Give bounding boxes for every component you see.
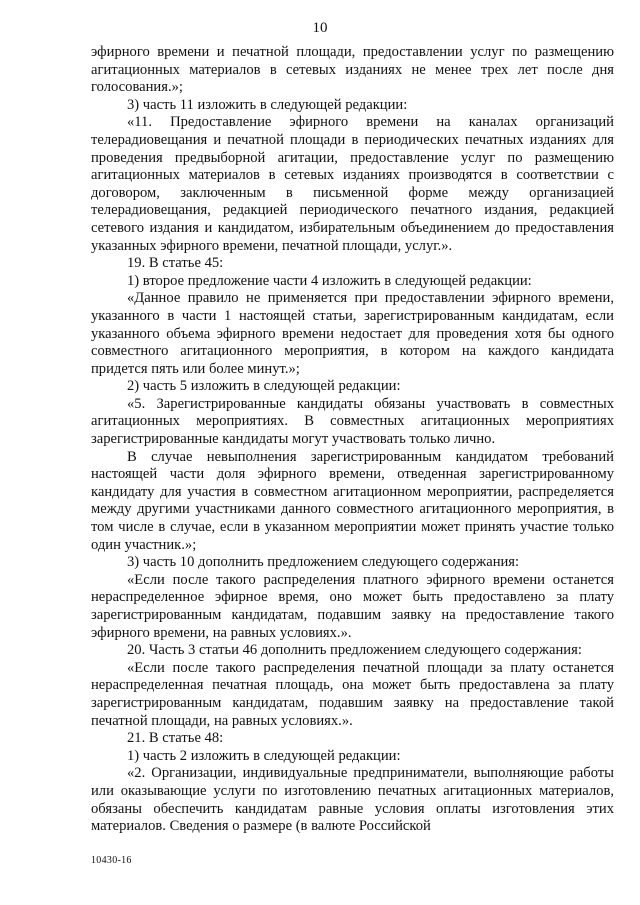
paragraph-article-48-heading: 21. В статье 48: <box>127 730 224 747</box>
paragraph-item-3-part-10: 3) часть 10 дополнить предложением следующего содержания: <box>127 554 520 571</box>
paragraph-item-20-article-46: 20. Часть 3 статьи 46 дополнить предложением следующего содержания: <box>127 642 582 659</box>
paragraph-quote-part-5-continued: В случае невыполнения зарегистрированным кандидатом требований настоящей части доля эфирного времени, отведенная зарегистрированному кандидату для участия в совместном агитационном мероприятии, распределяется между другими участниками данного совместного агитационного мероприятия, в том числе в случае, если в указанном мероприятии может принять участие только один участник.»; <box>91 448 614 553</box>
paragraph-item-3-part-11: 3) часть 11 изложить в следующей редакции: <box>127 96 408 113</box>
document-code: 10430-16 <box>91 855 132 866</box>
paragraph-item-2-part-5: 2) часть 5 изложить в следующей редакции: <box>127 378 401 395</box>
paragraph-article-45-heading: 19. В статье 45: <box>127 255 224 272</box>
paragraph-quote-article-46: «Если после такого распределения печатной площади за плату останется нераспределенная печатная площадь, она может быть предоставлена за плату зарегистрированным кандидатам, подавшим заявку на предоставление такой печатной площади, на равных условиях.». <box>91 659 614 729</box>
page-number: 10 <box>312 20 328 36</box>
paragraph-quote-part-2: «2. Организации, индивидуальные предприниматели, выполняющие работы или оказывающие услуги по изготовлению печатных агитационных материалов, обязаны обеспечить кандидатам равные условия оплаты изготовления этих материалов. Сведения о размере (в валюте Российской <box>91 765 614 835</box>
paragraph-quote-part-4: «Данное правило не применяется при предоставлении эфирного времени, указанного в части 1 настоящей статьи, зарегистрированным кандидатам, если указанного объема эфирного времени недостает для проведения хотя бы одного совместного агитационного мероприятия, в котором на каждого кандидата придется пять или более минут.»; <box>91 290 614 377</box>
document-body <box>91 44 614 836</box>
paragraph-item-1-part-2: 1) часть 2 изложить в следующей редакции: <box>127 747 401 764</box>
paragraph-quote-part-10: «Если после такого распределения платного эфирного времени останется нераспределенное эфирное время, оно может быть предоставлено за плату зарегистрированным кандидатам, подавшим заявку на предоставление такого эфирного времени, на равных условиях.». <box>91 571 614 641</box>
paragraph-continuation: эфирного времени и печатной площади, предоставлении услуг по размещению агитационных материалов в сетевых изданиях не менее трех лет после дня голосования.»; <box>91 44 614 96</box>
paragraph-item-1-part-4: 1) второе предложение части 4 изложить в следующей редакции: <box>127 272 532 289</box>
paragraph-quote-part-5: «5. Зарегистрированные кандидаты обязаны участвовать в совместных агитационных мероприятиях. В совместных агитационных мероприятиях зарегистрированные кандидаты могут участвовать только лично. <box>91 395 614 448</box>
paragraph-quote-part-11: «11. Предоставление эфирного времени на каналах организаций телерадиовещания и печатной площади в периодических печатных изданиях для проведения предвыборной агитации, предоставление услуг по размещению агитационных материалов в сетевых изданиях производятся в соответствии с договором, заключенным в письменной форме между организацией телерадиовещания, редакцией периодического печатного издания, редакцией сетевого издания и кандидатом, избирательным объединением до предоставления указанных эфирного времени, печатной площади, услуг.». <box>91 114 614 254</box>
